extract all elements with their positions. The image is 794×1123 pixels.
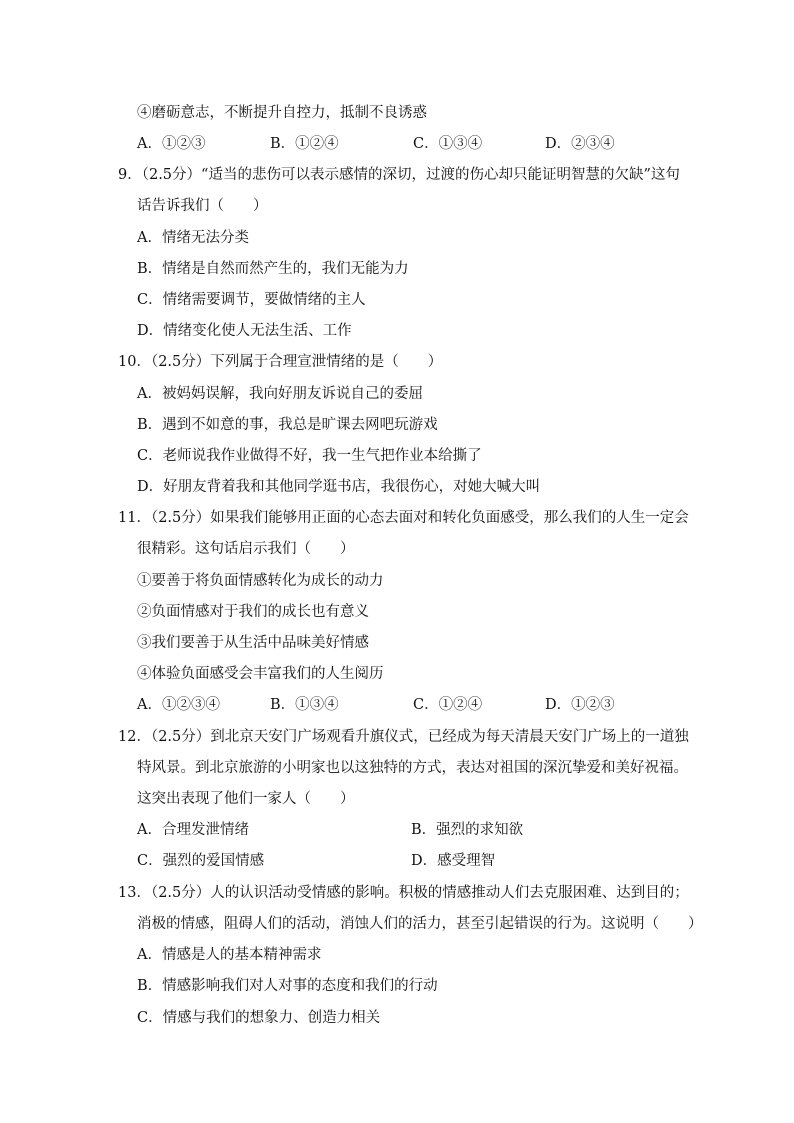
q9-option-a: A．情绪无法分类 (137, 230, 249, 246)
q11-option-a: A．①②③④ (137, 697, 220, 713)
q8-option-c: C．①③④ (413, 136, 483, 152)
q13-stem-line-1: 13．（2.5分）人的认识活动受情感的影响。积极的情感推动人们去克服困难、达到目的； (118, 885, 689, 901)
q9-stem-line-2: 话告诉我们（ ） (137, 198, 268, 214)
q13-stem-line-2: 消极的情感，阻碍人们的活动，消蚀人们的活力，甚至引起错误的行为。这说明（ ） (137, 916, 703, 932)
q8-option-a: A．①②③ (137, 136, 206, 152)
q10-option-a: A．被妈妈误解，我向好朋友诉说自己的委屈 (137, 386, 423, 402)
q12-stem-line-1: 12．（2.5分）到北京天安门广场观看升旗仪式，已经成为每天清晨天安门广场上的一道独 (118, 729, 689, 745)
q11-option-d: D．①②③ (545, 697, 615, 713)
q12-option-d: D．感受理智 (411, 853, 496, 869)
q10-option-d: D．好朋友背着我和其他同学逛书店，我很伤心，对她大喊大叫 (137, 479, 541, 495)
q13-option-a: A．情感是人的基本精神需求 (137, 947, 322, 963)
q9-option-c: C．情绪需要调节，要做情绪的主人 (137, 292, 366, 308)
q13-option-b: B．情感影响我们对人对事的态度和我们的行动 (137, 978, 438, 994)
q12-stem-line-2: 特风景。到北京旅游的小明家也以这独特的方式，表达对祖国的深沉挚爱和美好祝福。 (137, 760, 688, 776)
q11-stem-line-2: 很精彩。这句话启示我们（ ） (137, 541, 355, 557)
q11-option-b: B．①③④ (270, 697, 339, 713)
q12-stem-line-3: 这突出表现了他们一家人（ ） (137, 791, 355, 807)
q9-option-b: B．情绪是自然而然产生的，我们无能为力 (137, 261, 409, 277)
q8-statement-4: ④磨砺意志，不断提升自控力，抵制不良诱惑 (137, 105, 427, 121)
q12-option-a: A．合理发泄情绪 (137, 822, 249, 838)
q8-option-b: B．①②④ (270, 136, 339, 152)
q13-option-c: C．情感与我们的想象力、创造力相关 (137, 1010, 381, 1026)
q11-option-c: C．①②④ (413, 697, 483, 713)
q9-option-d: D．情绪变化使人无法生活、工作 (137, 323, 352, 339)
q11-statement-3: ③我们要善于从生活中品味美好情感 (137, 635, 369, 651)
q11-statement-2: ②负面情感对于我们的成长也有意义 (137, 604, 369, 620)
q8-option-d: D．②③④ (545, 136, 615, 152)
q12-option-b: B．强烈的求知欲 (411, 822, 524, 838)
q10-option-b: B．遇到不如意的事，我总是旷课去网吧玩游戏 (137, 417, 438, 433)
q9-stem-line-1: 9．（2.5分）“适当的悲伤可以表示感情的深切，过渡的伤心却只能证明智慧的欠缺”这句 (118, 167, 680, 183)
q10-option-c: C．老师说我作业做得不好，我一生气把作业本给撕了 (137, 448, 482, 464)
q11-statement-1: ①要善于将负面情感转化为成长的动力 (137, 573, 384, 589)
q11-stem-line-1: 11．（2.5分）如果我们能够用正面的心态去面对和转化负面感受，那么我们的人生一定会 (118, 510, 689, 526)
q11-statement-4: ④体验负面感受会丰富我们的人生阅历 (137, 666, 384, 682)
q10-stem: 10．（2.5分）下列属于合理宣泄情绪的是（ ） (118, 354, 443, 370)
q12-option-c: C．强烈的爱国情感 (137, 853, 265, 869)
